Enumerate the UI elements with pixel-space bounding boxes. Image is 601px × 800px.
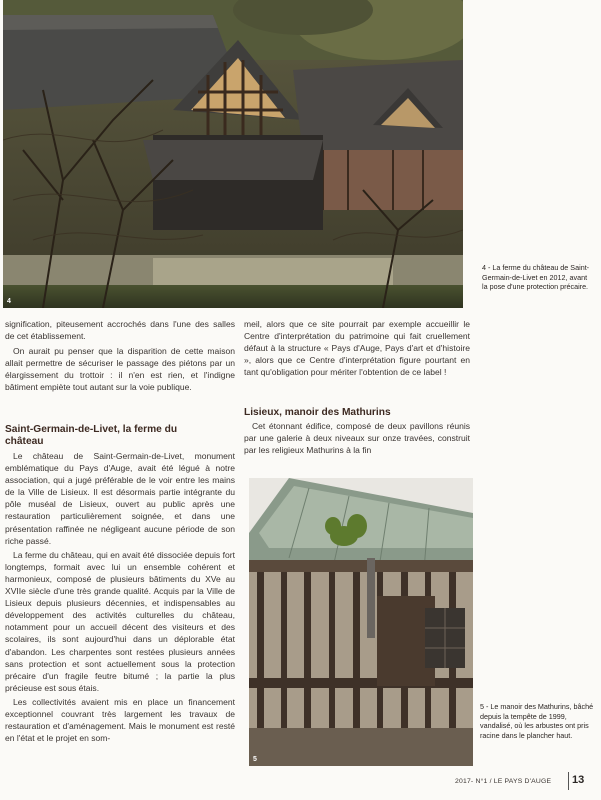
paragraph-trottoir: On aurait pu penser que la disparition de cette maison allait permettre de sécuriser le passage des piétons par un élargissement du trottoir : il n'en est rien, et l'indigne bâtiment empiète tout autant sur la voie publique. [5,346,235,393]
caption-ferme: 4 - La ferme du château de Saint-Germain-de-Livet en 2012, avant la pose d'une protection précaire. [482,263,590,292]
farm-photo-illustration [3,0,463,308]
paragraph-manoir: Cet étonnant édifice, composé de deux pavillons réunis par une galerie à deux niveaux sur onze travées, construit par les religieux Mathurins à la fin [244,421,470,456]
photo-number-4: 4 [7,298,11,305]
left-column [5,318,235,394]
paragraph-sommeil: meil, alors que ce site pourrait par exemple accueillir le Centre d'interprétation du patrimoine qui fait cruellement défaut à la structure « Pays d'Auge, Pays d'art et d'histoire », alors que ce Centre d'interprétation figure pourtant en tant qu'obligation pour mériter l'obtention de ce label ! [244,319,470,378]
heading-saint-germain: Saint-Germain-de-Livet, la ferme du château [5,424,178,448]
caption-manoir: 5 - Le manoir des Mathurins, bâché depuis la tempête de 1999, vandalisé, où les arbustes ont pris racine dans le plancher haut. [480,702,594,740]
footer-divider [568,772,569,790]
photo-ferme-chateau [3,0,463,308]
footer-issue: 2017- N°1 / LE PAYS D'AUGE [455,778,552,785]
paragraph-collectivites: Les collectivités avaient mis en place un financement exceptionnel couvrant très largement les travaux de restauration et d'aménagement. Mais le monument est resté en l'état et le projet en som- [5,696,235,744]
right-column-body [244,420,470,456]
photo-manoir-mathurins [249,478,473,766]
page-number: 13 [572,774,585,786]
right-column [244,318,470,378]
paragraph-ferme: La ferme du château, qui en avait été dissociée depuis fort longtemps, formait avec lui un ensemble cohérent et harmonieux, composé de plusieurs bâtiments du XVe au XVIIe siècle d'une très grande qualité. Acquis par la Ville de Lisieux depuis plusieurs décennies, et indispensables au développement des activités culturelles du château, notamment pour un accueil décent des visiteurs et des scolaires, ils sont aujourd'hui dans un déplorable état d'abandon. Les charpentes sont restées plusieurs années sans protection et sont actuellement sous la protection précaire d'un fragile feutre bitumé ; la partie la plus précieuse est sous étais. [5,549,235,693]
left-column-body [5,450,235,744]
photo-number-5: 5 [253,756,257,763]
manoir-photo-illustration [249,478,473,766]
paragraph-chateau: Le château de Saint-Germain-de-Livet, monument emblématique du Pays d'Auge, avait été légué à notre association, qui a jugé préférable de le voir entre les mains de la Ville de Lisieux. Il est désormais partie intégrante du pôle muséal de Lisieux, ouvert au public après une restauration particulièrement soignée, et dans une présentation raffinée ne négligeant aucune période de son riche passé. [5,451,235,546]
paragraph-intro: signification, piteusement accrochés dans l'une des salles de cet établissement. [5,319,235,342]
heading-mathurins: Lisieux, manoir des Mathurins [244,407,391,418]
